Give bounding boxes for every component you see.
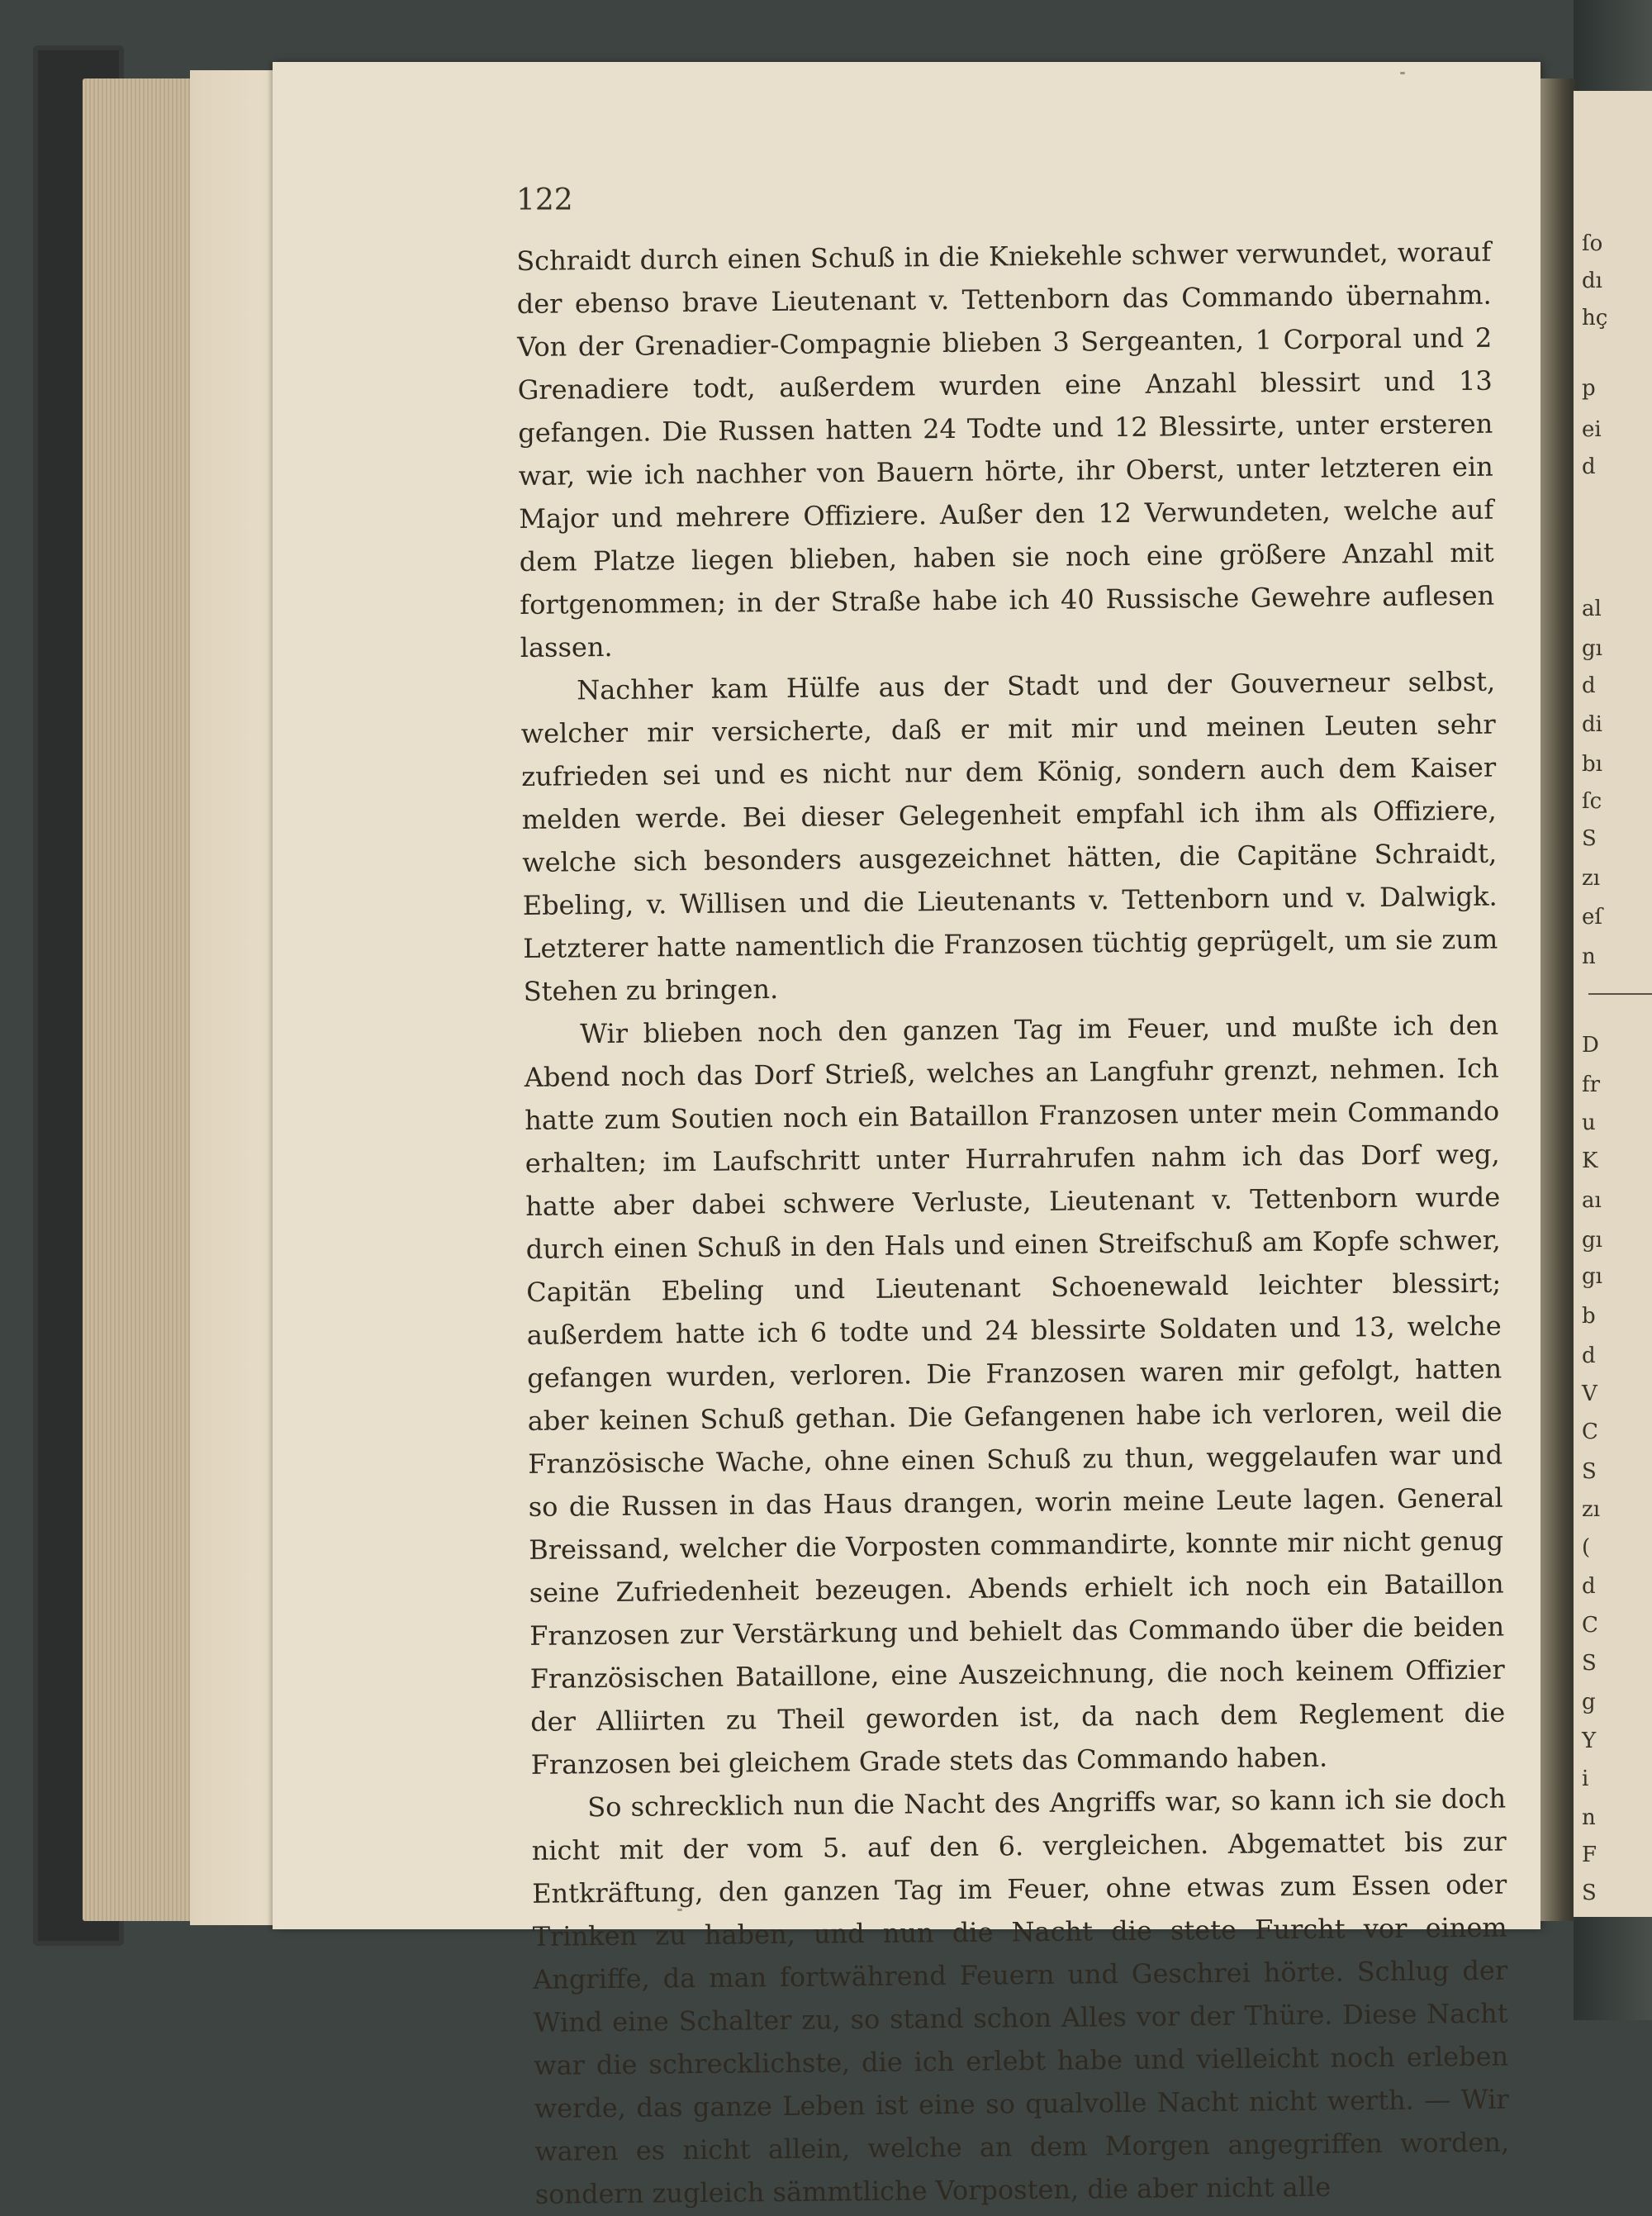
next-page-fragment: fr	[1582, 1072, 1601, 1097]
next-page-fragment: aı	[1582, 1188, 1602, 1213]
next-page-fragment: n	[1582, 944, 1596, 969]
next-page-fragment: d	[1582, 1574, 1596, 1599]
paragraph: So schrecklich nun die Nacht des Angriffs war, so kann ich sie doch nicht mit der vom 5. auf den 6. vergleichen. Abgemattet bis zur Entkräftung, den ganzen Tag im Feuer, ohne etwas zum Essen oder Trinken zu haben, und nun die Nacht die stete Furcht vor einem Angriffe, da man fortwährend Feuern und Geschrei hörte. Schlug der Wind eine Schalter zu, so stand schon Alles vor der Thüre. Diese Nacht war die schrecklichste, die ich erlebt habe und vielleicht noch erleben werde, das ganze Leben ist eine so qualvolle Nacht nicht werth. — Wir waren es nicht allein, welche an dem Morgen angegriffen worden, sondern zugleich sämmtliche Vorposten, die aber nicht alle	[531, 1782, 1510, 2210]
next-page-fragment: V	[1582, 1381, 1597, 1406]
next-page-rule	[1588, 993, 1652, 995]
next-page-fragment: hç	[1582, 306, 1608, 330]
page-text	[516, 231, 1510, 2216]
next-page-fragment: S	[1582, 1459, 1597, 1484]
paper-speck	[1400, 72, 1405, 74]
next-page-fragment: K	[1582, 1148, 1598, 1173]
next-page-fragment: (	[1582, 1535, 1591, 1560]
next-page-fragment: b	[1582, 1304, 1596, 1329]
next-page-fragment: C	[1582, 1613, 1598, 1638]
next-page-fragment: S	[1582, 1651, 1597, 1676]
next-page-fragment: zı	[1582, 1497, 1601, 1522]
next-page-fragment: gı	[1582, 1264, 1602, 1289]
paragraph: Nachher kam Hülfe aus der Stadt und der Gouverneur selbst, welcher mir versicherte, daß er mit mir und meinen Leuten sehr zufrieden sei und es nicht nur dem König, sondern auch dem Kaiser melden werde. Bei dieser Gelegenheit empfahl ich ihm als Offiziere, welche sich besonders ausgezeichnet hätten, die Capitäne Schraidt, Ebeling, v. Willisen und die Lieutenants v. Tettenborn und v. Dalwigk. Letzterer hatte namentlich die Franzosen tüchtig geprügelt, um sie zum Stehen zu bringen.	[520, 665, 1498, 1007]
page-number: 122	[516, 183, 573, 217]
next-page-fragment: ſo	[1582, 231, 1603, 256]
next-page-fragment: p	[1582, 376, 1596, 401]
book-gutter	[1540, 78, 1578, 1921]
next-page-fragment: eſ	[1582, 905, 1603, 930]
next-page-fragment: F	[1582, 1843, 1597, 1867]
next-page-fragment: dı	[1582, 269, 1602, 293]
next-page-fragment: D	[1582, 1033, 1599, 1058]
next-page-fragment: i	[1582, 1767, 1589, 1791]
next-page-fragment: u	[1582, 1110, 1596, 1135]
next-page-fragment: d	[1582, 454, 1596, 479]
next-page-fragment: zı	[1582, 866, 1601, 891]
next-page-fragment: ei	[1582, 417, 1602, 442]
next-page-fragment: gı	[1582, 1228, 1602, 1253]
next-page-fragment: Y	[1582, 1729, 1597, 1753]
next-page-fragment: g	[1582, 1690, 1596, 1714]
next-page-fragment: di	[1582, 712, 1602, 737]
paragraph: Schraidt durch einen Schuß in die Kniekehle schwer verwundet, worauf der ebenso brave Lieutenant v. Tettenborn das Commando übernahm. Von der Grenadier-Compagnie blieben 3 Sergeanten, 1 Corporal und 2 Grenadiere todt, außerdem wurden eine Anzahl blessirt und 13 gefangen. Die Russen hatten 24 Todte und 12 Blessirte, unter ersteren war, wie ich nachher von Bauern hörte, ihr Oberst, unter letzteren ein Major und mehrere Offiziere. Außer den 12 Verwundeten, welche auf dem Platze liegen blieben, haben sie noch eine größere Anzahl mit fortgenommen; in der Straße habe ich 40 Russische Gewehre auflesen lassen.	[516, 235, 1495, 663]
next-page-fragment: d	[1582, 673, 1596, 698]
next-page-fragment: d	[1582, 1343, 1596, 1368]
next-page-fragment: bı	[1582, 752, 1602, 777]
paragraph: Wir blieben noch den ganzen Tag im Feuer, und mußte ich den Abend noch das Dorf Strieß, welches an Langfuhr grenzt, nehmen. Ich hatte zum Soutien noch ein Bataillon Franzosen unter mein Commando erhalten; im Laufschritt unter Hurrahrufen nahm ich das Dorf weg, hatte aber dabei schwere Verluste, Lieutenant v. Tettenborn wurde durch einen Schuß in den Hals und einen Streifschuß am Kopfe schwer, Capitän Ebeling und Lieutenant Schoenewald leichter blessirt; außerdem hatte ich 6 todte und 24 blessirte Soldaten und 13, welche gefangen wurden, verloren. Die Franzosen waren mir gefolgt, hatten aber keinen Schuß gethan. Die Gefangenen habe ich verloren, weil die Französische Wache, ohne einen Schuß zu thun, weggelaufen war und so die Russen in das Haus drangen, worin meine Leute lagen. General Breissand, welcher die Vorposten commandirte, konnte mir nicht genug seine Zufriedenheit bezeugen. Abends erhielt ich noch ein Bataillon Franzosen zur Verstärkung und behielt das Commando über die beiden Französischen Bataillone, eine Auszeichnung, die noch keinem Offizier der Alliirten zu Theil geworden ist, da nach dem Reglement die Franzosen bei gleichem Grade stets das Commando haben.	[524, 1009, 1506, 1781]
next-page-fragment: ſc	[1582, 789, 1602, 814]
next-page-fragment: S	[1582, 826, 1597, 851]
next-page-fragment: S	[1582, 1881, 1597, 1905]
next-page-edge	[1574, 91, 1652, 1917]
next-page-fragment: gı	[1582, 636, 1602, 661]
next-page-fragment: al	[1582, 597, 1602, 621]
next-page-fragment: n	[1582, 1805, 1596, 1830]
next-page-fragment: C	[1582, 1419, 1598, 1444]
